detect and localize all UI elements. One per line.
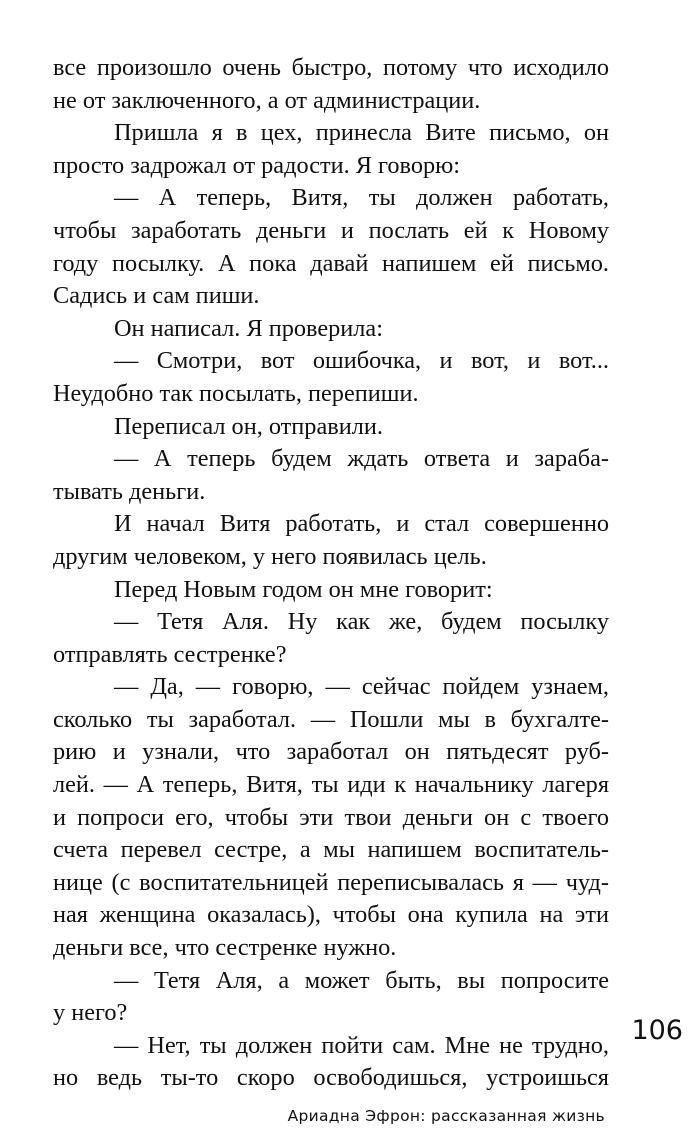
text-line: чтобы заработать деньги и послать ей к Новому [53, 216, 609, 244]
text-line: деньги все, что сестренке нужно. [53, 934, 397, 962]
text-line: другим человеком, у него появилась цель. [53, 542, 487, 570]
page-number: 106 [631, 1015, 683, 1046]
running-footer: Ариадна Эфрон: рассказанная жизнь [287, 1107, 605, 1125]
text-line: Перед Новым годом он мне говорит: [114, 575, 493, 603]
text-line: — А теперь будем ждать ответа и зараба- [114, 445, 609, 473]
text-line: Он написал. Я проверила: [114, 314, 383, 342]
text-line: Неудобно так посылать, перепиши. [53, 379, 419, 407]
text-line: счета перевел сестре, а мы напишем воспитатель- [53, 836, 609, 864]
text-line: тывать деньги. [53, 477, 206, 505]
text-line: ная женщина оказалась), чтобы она купила на эти [53, 901, 609, 929]
text-line: — Тетя Аля, а может быть, вы попросите [114, 966, 609, 994]
text-line: у него? [53, 999, 128, 1027]
text-line: Пришла я в цех, принесла Вите письмо, он [114, 119, 609, 147]
text-line: — Смотри, вот ошибочка, и вот, и вот... [114, 347, 609, 375]
text-line: сколько ты заработал. — Пошли мы в бухгалте- [53, 705, 609, 733]
text-line: и попроси его, чтобы эти твои деньги он с твоего [53, 803, 609, 831]
text-line: Садись и сам пиши. [53, 282, 260, 310]
text-line: году посылку. А пока давай напишем ей письмо. [53, 249, 609, 277]
text-line: Переписал он, отправили. [114, 412, 383, 440]
text-line: лей. — А теперь, Витя, ты иди к начальнику лагеря [53, 771, 609, 799]
text-line: — Нет, ты должен пойти сам. Мне не трудно, [114, 1031, 609, 1059]
text-line: просто задрожал от радости. Я говорю: [53, 151, 461, 179]
text-line: но ведь ты-то скоро освободишься, устроишься [53, 1064, 609, 1092]
text-line: отправлять сестренке? [53, 640, 287, 668]
text-line: — Тетя Аля. Ну как же, будем посылку [114, 608, 609, 636]
body-text [53, 52, 609, 1095]
text-line: не от заключенного, а от администрации. [53, 86, 481, 114]
text-line: все произошло очень быстро, потому что исходило [53, 54, 609, 81]
text-line: — Да, — говорю, — сейчас пойдем узнаем, [114, 673, 609, 701]
text-line: — А теперь, Витя, ты должен работать, [114, 184, 609, 212]
text-line: рию и узнали, что заработал он пятьдесят руб- [53, 738, 609, 766]
text-line: И начал Витя работать, и стал совершенно [114, 510, 609, 538]
text-line: нице (с воспитательницей переписывалась я — чуд- [53, 868, 609, 896]
